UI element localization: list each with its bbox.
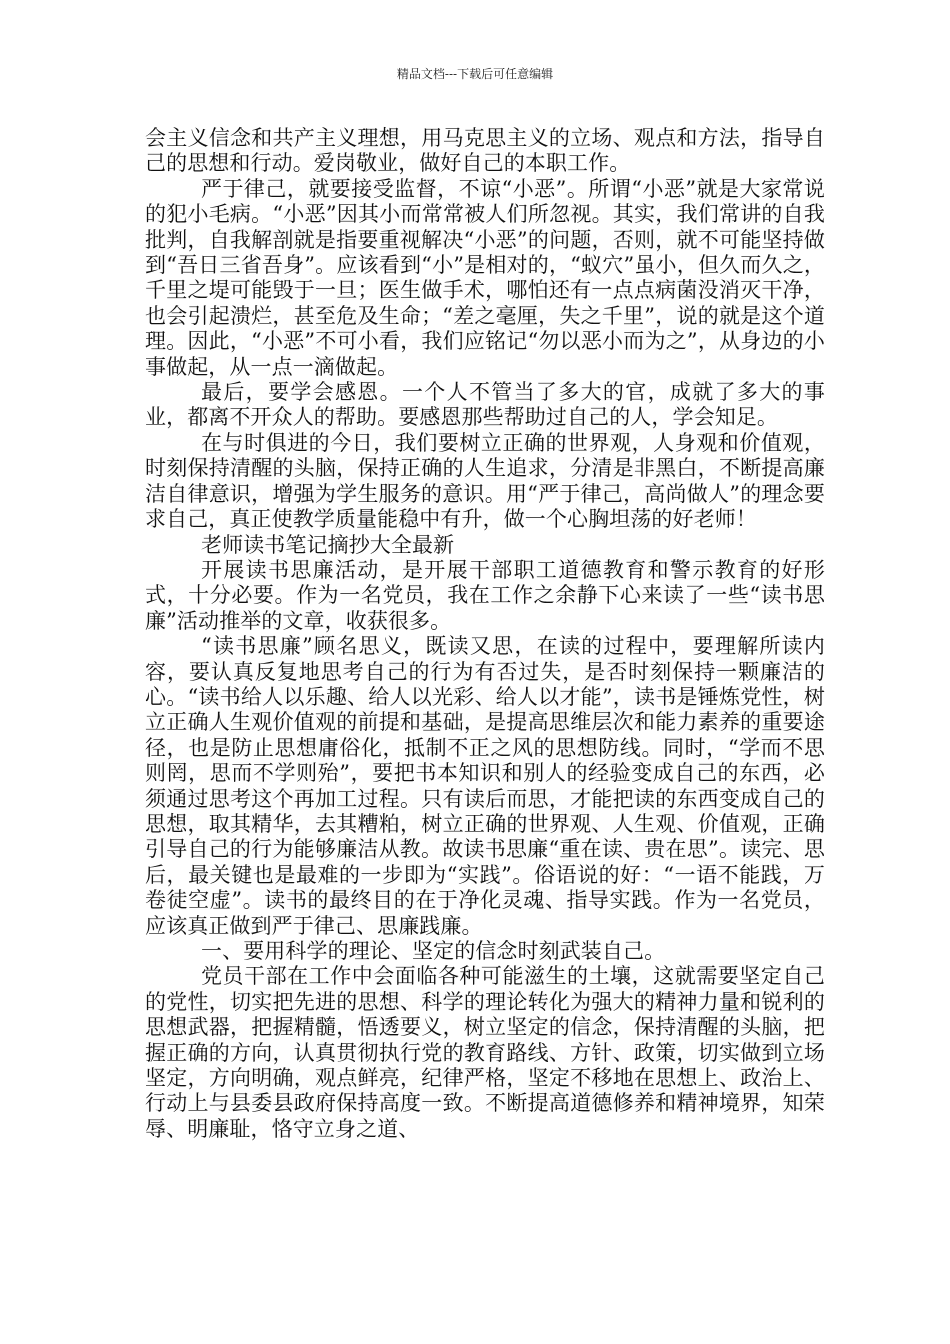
paragraph: 党员干部在工作中会面临各种可能滋生的土壤，这就需要坚定自己的党性，切实把先进的思想、科学的理论转化为强大的精神力量和锐利的思想武器，把握精髓，悟透要义，树立坚定的信念，保持清醒的头脑，把握正确的方向，认真贯彻执行党的教育路线、方针、政策，切实做到立场坚定，方向明确，观点鲜亮，纪律严格，坚定不移地在思想上、政治上、行动上与县委县政府保持高度一致。不断提高道德修养和精神境界，知荣辱、明廉耻，恪守立身之道、: [145, 964, 825, 1141]
paragraph: 严于律己，就要接受监督，不谅“小恶”。所谓“小恶”就是大家常说的犯小毛病。“小恶”因其小而常常被人们所忽视。其实，我们常讲的自我批判，自我解剖就是指要重视解决“小恶”的问题，否则，就不可能坚持做到“吾日三省吾身”。应该看到“小”是相对的，“蚁穴”虽小，但久而久之，千里之堤可能毁于一旦；医生做手术，哪怕还有一点点病菌没消灭干净，也会引起溃烂，甚至危及生命；“差之毫厘，失之千里”，说的就是这个道理。因此，“小恶”不可小看，我们应铭记“勿以恶小而为之”，从身边的小事做起，从一点一滴做起。: [145, 176, 825, 379]
paragraph: 开展读书思廉活动，是开展干部职工道德教育和警示教育的好形式，十分必要。作为一名党员，我在工作之余静下心来读了一些“读书思廉”活动推举的文章，收获很多。: [145, 557, 825, 633]
page-header: 精品文档---下载后可任意编辑: [396, 67, 554, 81]
paragraph: 会主义信念和共产主义理想，用马克思主义的立场、观点和方法，指导自己的思想和行动。爱岗敬业，做好自己的本职工作。: [145, 126, 825, 176]
paragraph: 在与时俱进的今日，我们要树立正确的世界观，人身观和价值观，时刻保持清醒的头脑，保持正确的人生追求，分清是非黑白，不断提高廉洁自律意识，增强为学生服务的意识。用“严于律己，高尚做人”的理念要求自己，真正使教学质量能稳中有升，做一个心胸坦荡的好老师！: [145, 430, 825, 532]
document-body: [145, 126, 825, 1142]
paragraph: “读书思廉”顾名思义，既读又思，在读的过程中，要理解所读内容，要认真反复地思考自己的行为有否过失，是否时刻保持一颗廉洁的心。“读书给人以乐趣、给人以光彩、给人以才能”，读书是锤炼党性，树立正确人生观价值观的前提和基础，是提高思维层次和能力素养的重要途径，也是防止思想庸俗化，抵制不正之风的思想防线。同时，“学而不思则罔，思而不学则殆”，要把书本知识和别人的经验变成自己的东西，必须通过思考这个再加工过程。只有读后而思，才能把读的东西变成自己的思想，取其精华，去其糟粕，树立正确的世界观、人生观、价值观，正确引导自己的行为能够廉洁从教。故读书思廉“重在读、贵在思”。读完、思后，最关键也是最难的一步即为“实践”。俗语说的好：“一语不能践，万卷徒空虚”。读书的最终目的在于净化灵魂、指导实践。作为一名党员，应该真正做到严于律己、思廉践廉。: [145, 634, 825, 938]
section-heading: 一、要用科学的理论、坚定的信念时刻武装自己。: [201, 939, 666, 963]
section-title: 老师读书笔记摘抄大全最新: [201, 532, 455, 557]
paragraph: 最后，要学会感恩。一个人不管当了多大的官，成就了多大的事业，都离不开众人的帮助。要感恩那些帮助过自己的人，学会知足。: [145, 380, 825, 430]
